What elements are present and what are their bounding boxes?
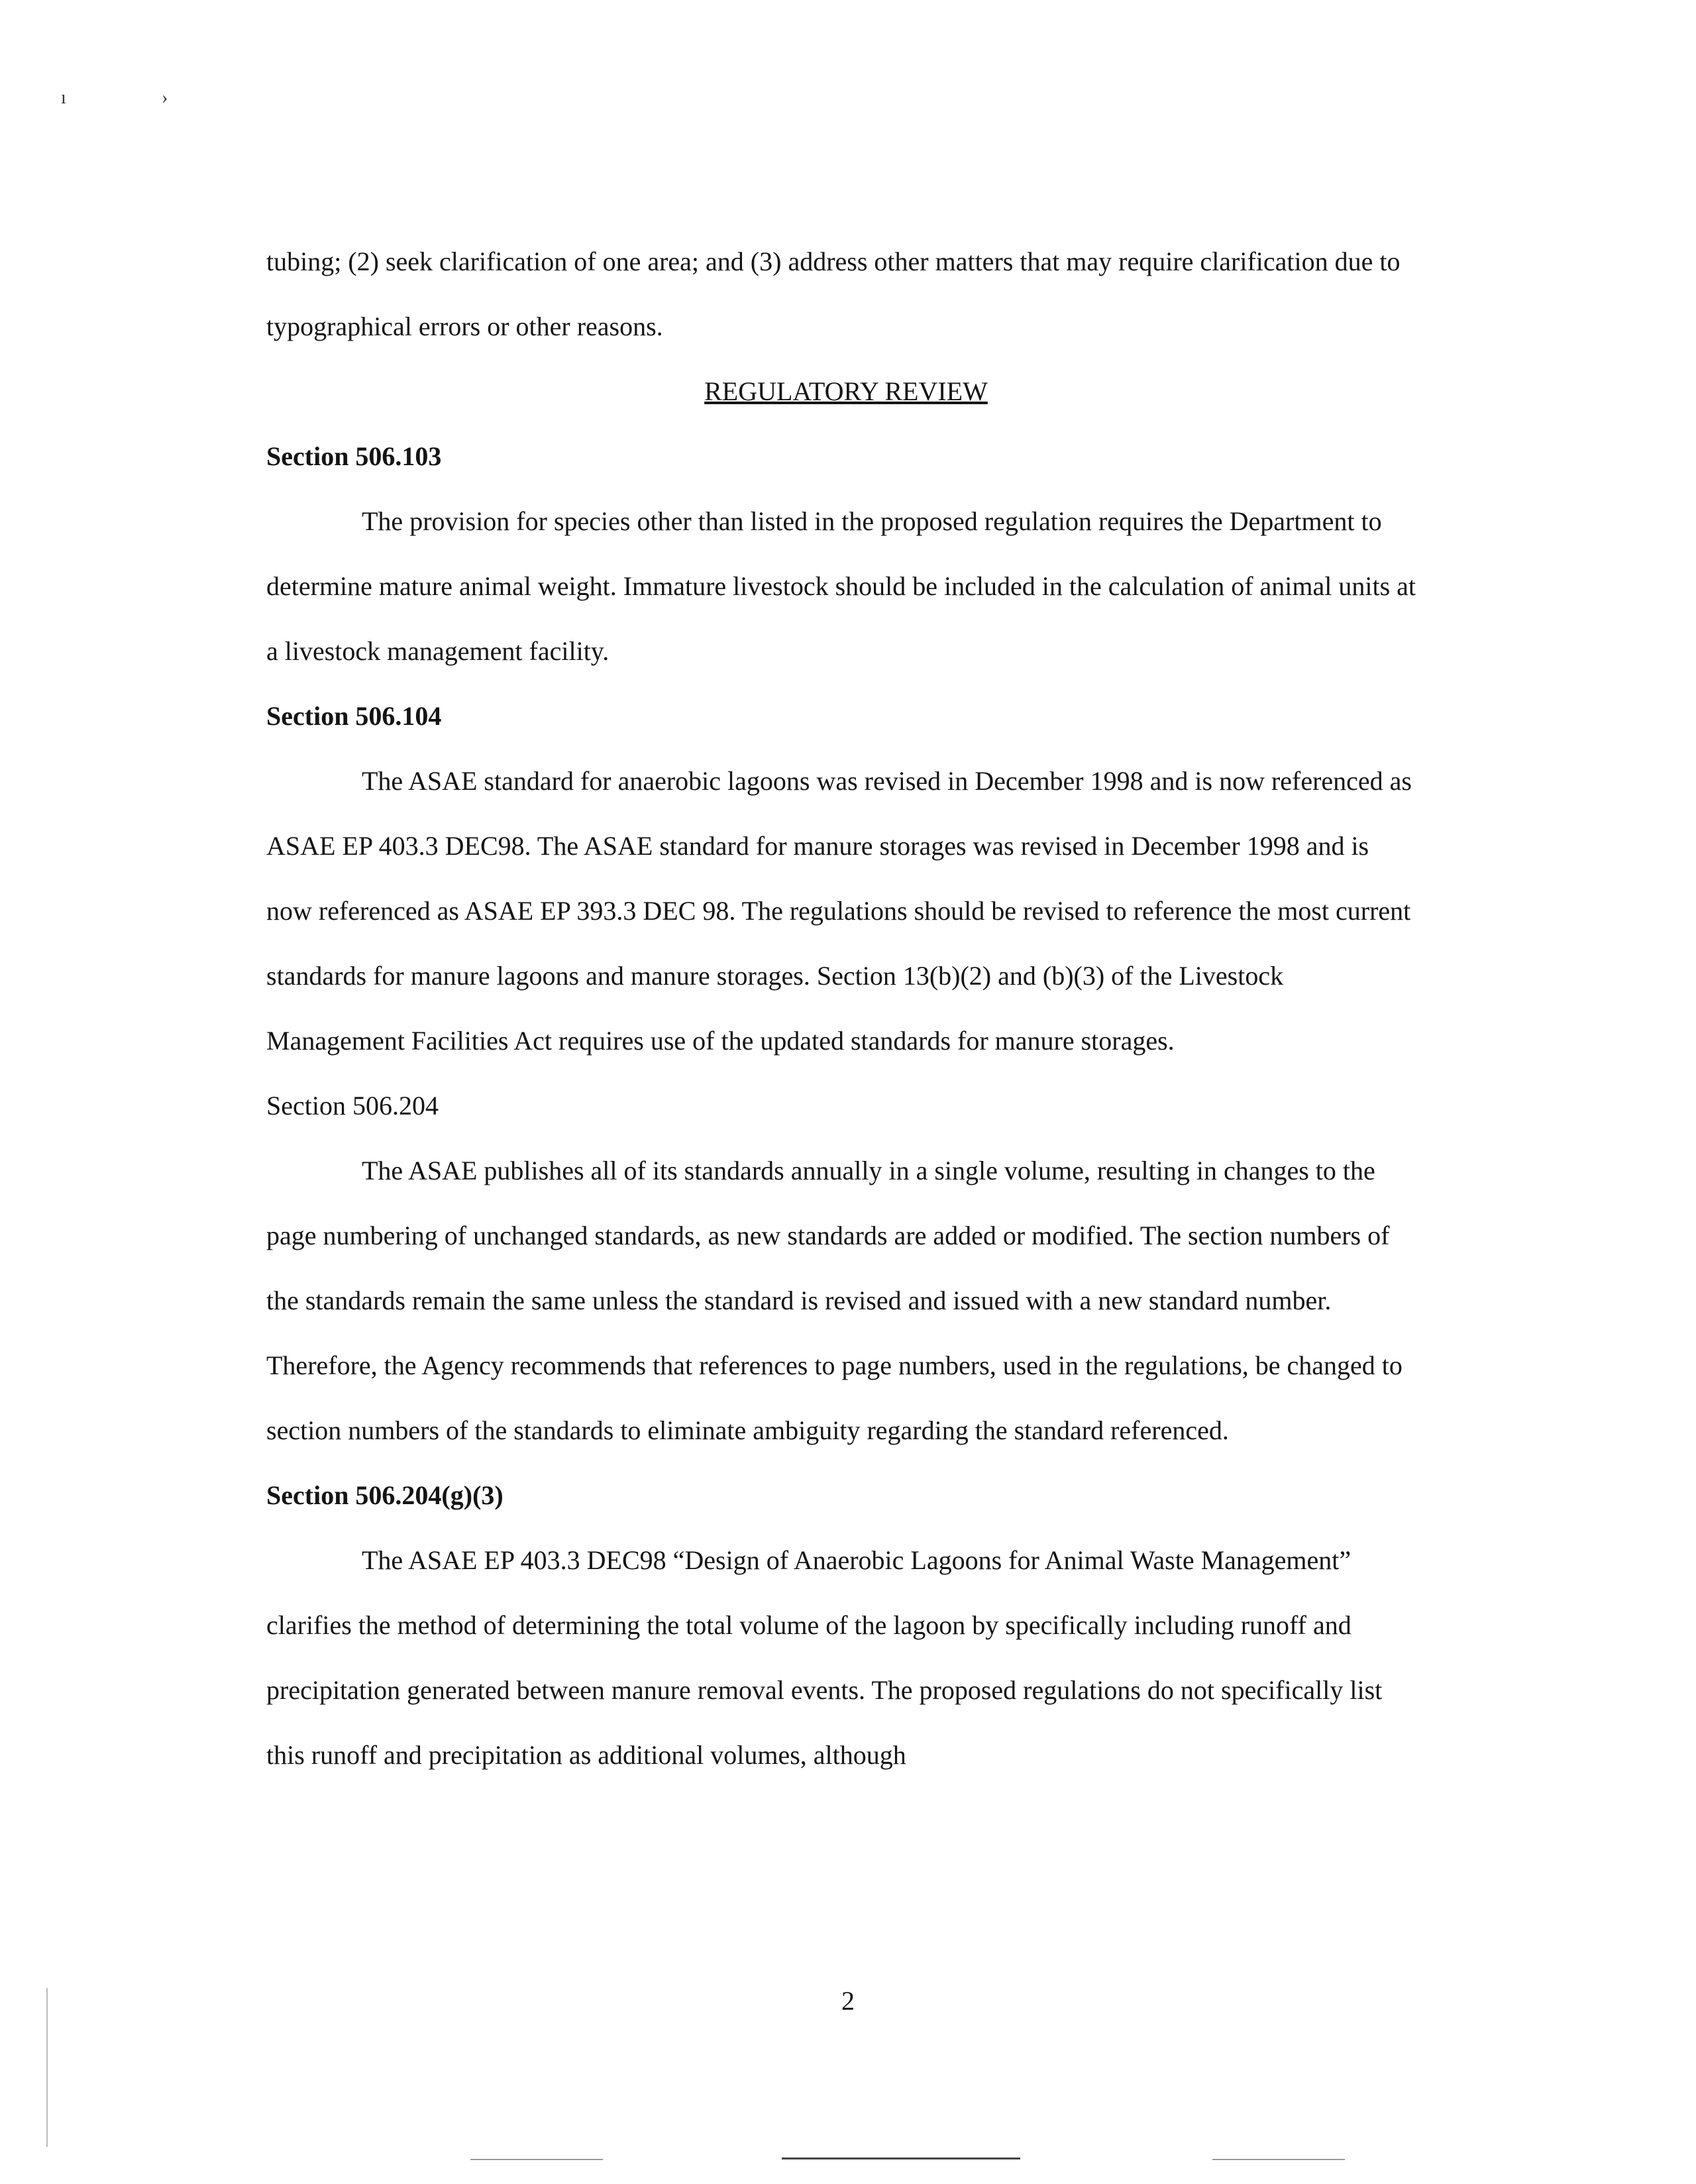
section-heading: Section 506.204(g)(3) xyxy=(266,1480,504,1510)
scan-speck-mark: ı xyxy=(61,87,66,108)
section-body: The ASAE standard for anaerobic lagoons was revised in December 1998 and is now referenced as ASAE EP 403.3 DEC98. The ASAE standard for manure storages was revised in December 1998 and is now referenced as ASAE EP 393.3 DEC 98. The regulations should be revised to reference the most current standards for manure lagoons and manure storages. Section 13(b)(2) and (b)(3) of the Livestock Management Facilities Act requires use of the updated standards for manure storages. xyxy=(266,766,1412,1056)
section-heading: Section 506.204 xyxy=(266,1091,439,1120)
section-title: REGULATORY REVIEW xyxy=(704,376,988,406)
continued-paragraph: tubing; (2) seek clarification of one area; and (3) address other matters that may require clarification due to typographical errors or other reasons. xyxy=(266,246,1401,341)
section-body: The provision for species other than listed in the proposed regulation requires the Department to determine mature animal weight. Immature livestock should be included in the calculation of animal units at a livestock management facility. xyxy=(266,506,1416,666)
section-heading: Section 506.104 xyxy=(266,701,442,731)
scan-bottom-line xyxy=(1212,2159,1345,2160)
page-number: 2 xyxy=(841,1986,855,2016)
section-body: The ASAE publishes all of its standards annually in a single volume, resulting in changes to the page numbering of unchanged standards, as new standards are added or modified. The section numbers of the standards remain the same unless the standard is revised and issued with a new standard number. Therefore, the Agency recommends that references to page numbers, used in the regulations, be changed to section numbers of the standards to eliminate ambiguity regarding the standard referenced. xyxy=(266,1156,1403,1445)
section-heading: Section 506.103 xyxy=(266,441,442,471)
scan-bottom-line xyxy=(782,2157,1020,2159)
scan-bottom-line xyxy=(470,2159,603,2160)
scan-speck-mark: › xyxy=(162,87,168,108)
section-body: The ASAE EP 403.3 DEC98 “Design of Anaerobic Lagoons for Animal Waste Management” clarifies the method of determining the total volume of the lagoon by specifically including runoff and precipitation generated between manure removal events. The proposed regulations do not specifically list this runoff and precipitation as additional volumes, although xyxy=(266,1545,1383,1770)
document-body xyxy=(266,229,1419,1788)
